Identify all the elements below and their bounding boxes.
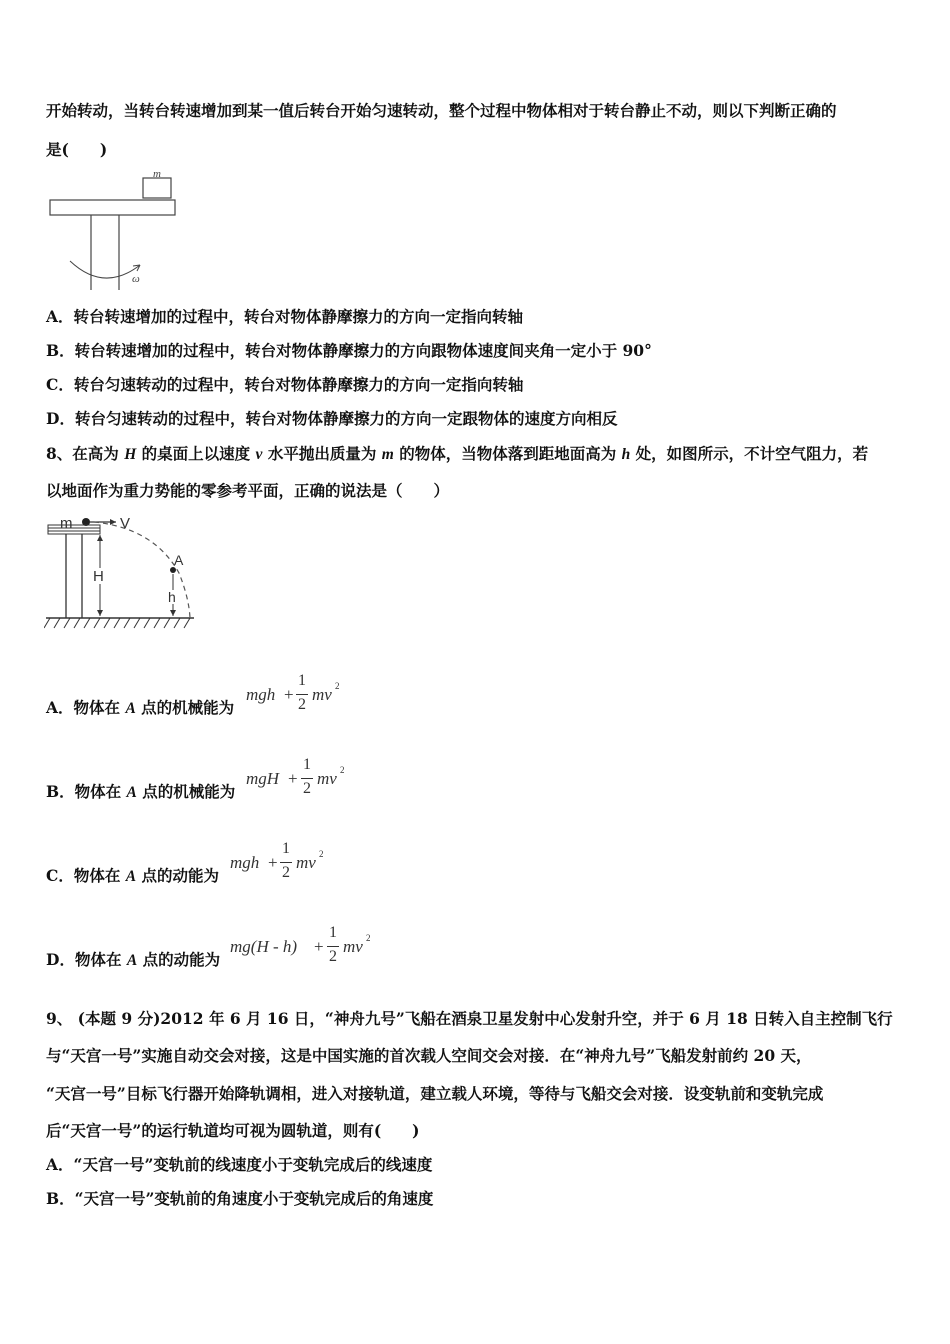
q9-stem-line-3: “天宫一号”目标飞行器开始降轨调相，进入对接轨道，建立载人环境，等待与飞船交会对接．设变轨前和变轨完成: [46, 1084, 824, 1103]
block-m: [143, 178, 171, 198]
q9-option-a: A．“天宫一号”变轨前的线速度小于变轨完成后的线速度: [46, 1155, 433, 1174]
q8-stem-line-1: 8、在高为 H 的桌面上以速度 v 水平抛出质量为 m 的物体，当物体落到距地面高为 h 处，如图所示，不计空气阻力，若: [46, 444, 869, 463]
q7-option-c: C．转台匀速转动的过程中，转台对物体静摩擦力的方向一定指向转轴: [46, 375, 524, 394]
q8-option-a: A．物体在 A 点的机械能为: [46, 698, 235, 717]
turntable-plate: [50, 200, 175, 215]
q7-option-b: B．转台转速增加的过程中，转台对物体静摩擦力的方向跟物体速度间夹角一定小于 90°: [46, 341, 652, 360]
projectile-figure: [44, 508, 204, 638]
projectile-velocity-label: V: [120, 515, 131, 532]
height-h-label: h: [168, 589, 176, 605]
rotation-arrow-icon: [70, 261, 140, 278]
q8-option-b-formula: mgH + 1 2 mv 2: [246, 756, 345, 797]
height-H-label: H: [93, 568, 104, 585]
q8-option-d-formula: mg(H - h) + 1 2 mv 2: [230, 924, 371, 965]
point-A-label: A: [174, 552, 184, 568]
turntable-figure: [44, 165, 184, 295]
q9-stem-line-1: 9、 (本题 9 分)2012 年 6 月 16 日，“神舟九号”飞船在酒泉卫星发射中心发射升空，并于 6 月 18 日转入自主控制飞行: [46, 1009, 893, 1028]
q7-option-d: D．转台匀速转动的过程中，转台对物体静摩擦力的方向一定跟物体的速度方向相反: [46, 409, 618, 428]
q9-stem-line-2: 与“天宫一号”实施自动交会对接，这是中国实施的首次载人空间交会对接．在“神舟九号”飞船发射前约 20 天，: [46, 1046, 812, 1065]
q8-option-b: B．物体在 A 点的机械能为: [46, 782, 236, 801]
q8-option-c-formula: mgh + 1 2 mv 2: [230, 840, 324, 881]
q7-stem-line-2: 是( ): [46, 140, 108, 159]
q8-option-c: C．物体在 A 点的动能为: [46, 866, 219, 885]
turntable-omega-label: ω: [132, 273, 140, 285]
q8-option-a-formula: mgh + 1 2 mv 2: [246, 672, 340, 713]
q9-option-b: B．“天宫一号”变轨前的角速度小于变轨完成后的角速度: [46, 1189, 434, 1208]
projectile-mass-label: m: [60, 515, 73, 532]
q8-option-d: D．物体在 A 点的动能为: [46, 950, 221, 969]
q8-stem-line-2: 以地面作为重力势能的零参考平面，正确的说法是（ ）: [46, 481, 450, 500]
q9-stem-line-4: 后“天宫一号”的运行轨道均可视为圆轨道，则有( ): [46, 1121, 420, 1140]
q7-option-a: A．转台转速增加的过程中，转台对物体静摩擦力的方向一定指向转轴: [46, 307, 524, 326]
q7-stem-line-1: 开始转动，当转台转速增加到某一值后转台开始匀速转动，整个过程中物体相对于转台静止不动，则以下判断正确的: [46, 101, 837, 120]
turntable-mass-label: m: [153, 168, 161, 180]
